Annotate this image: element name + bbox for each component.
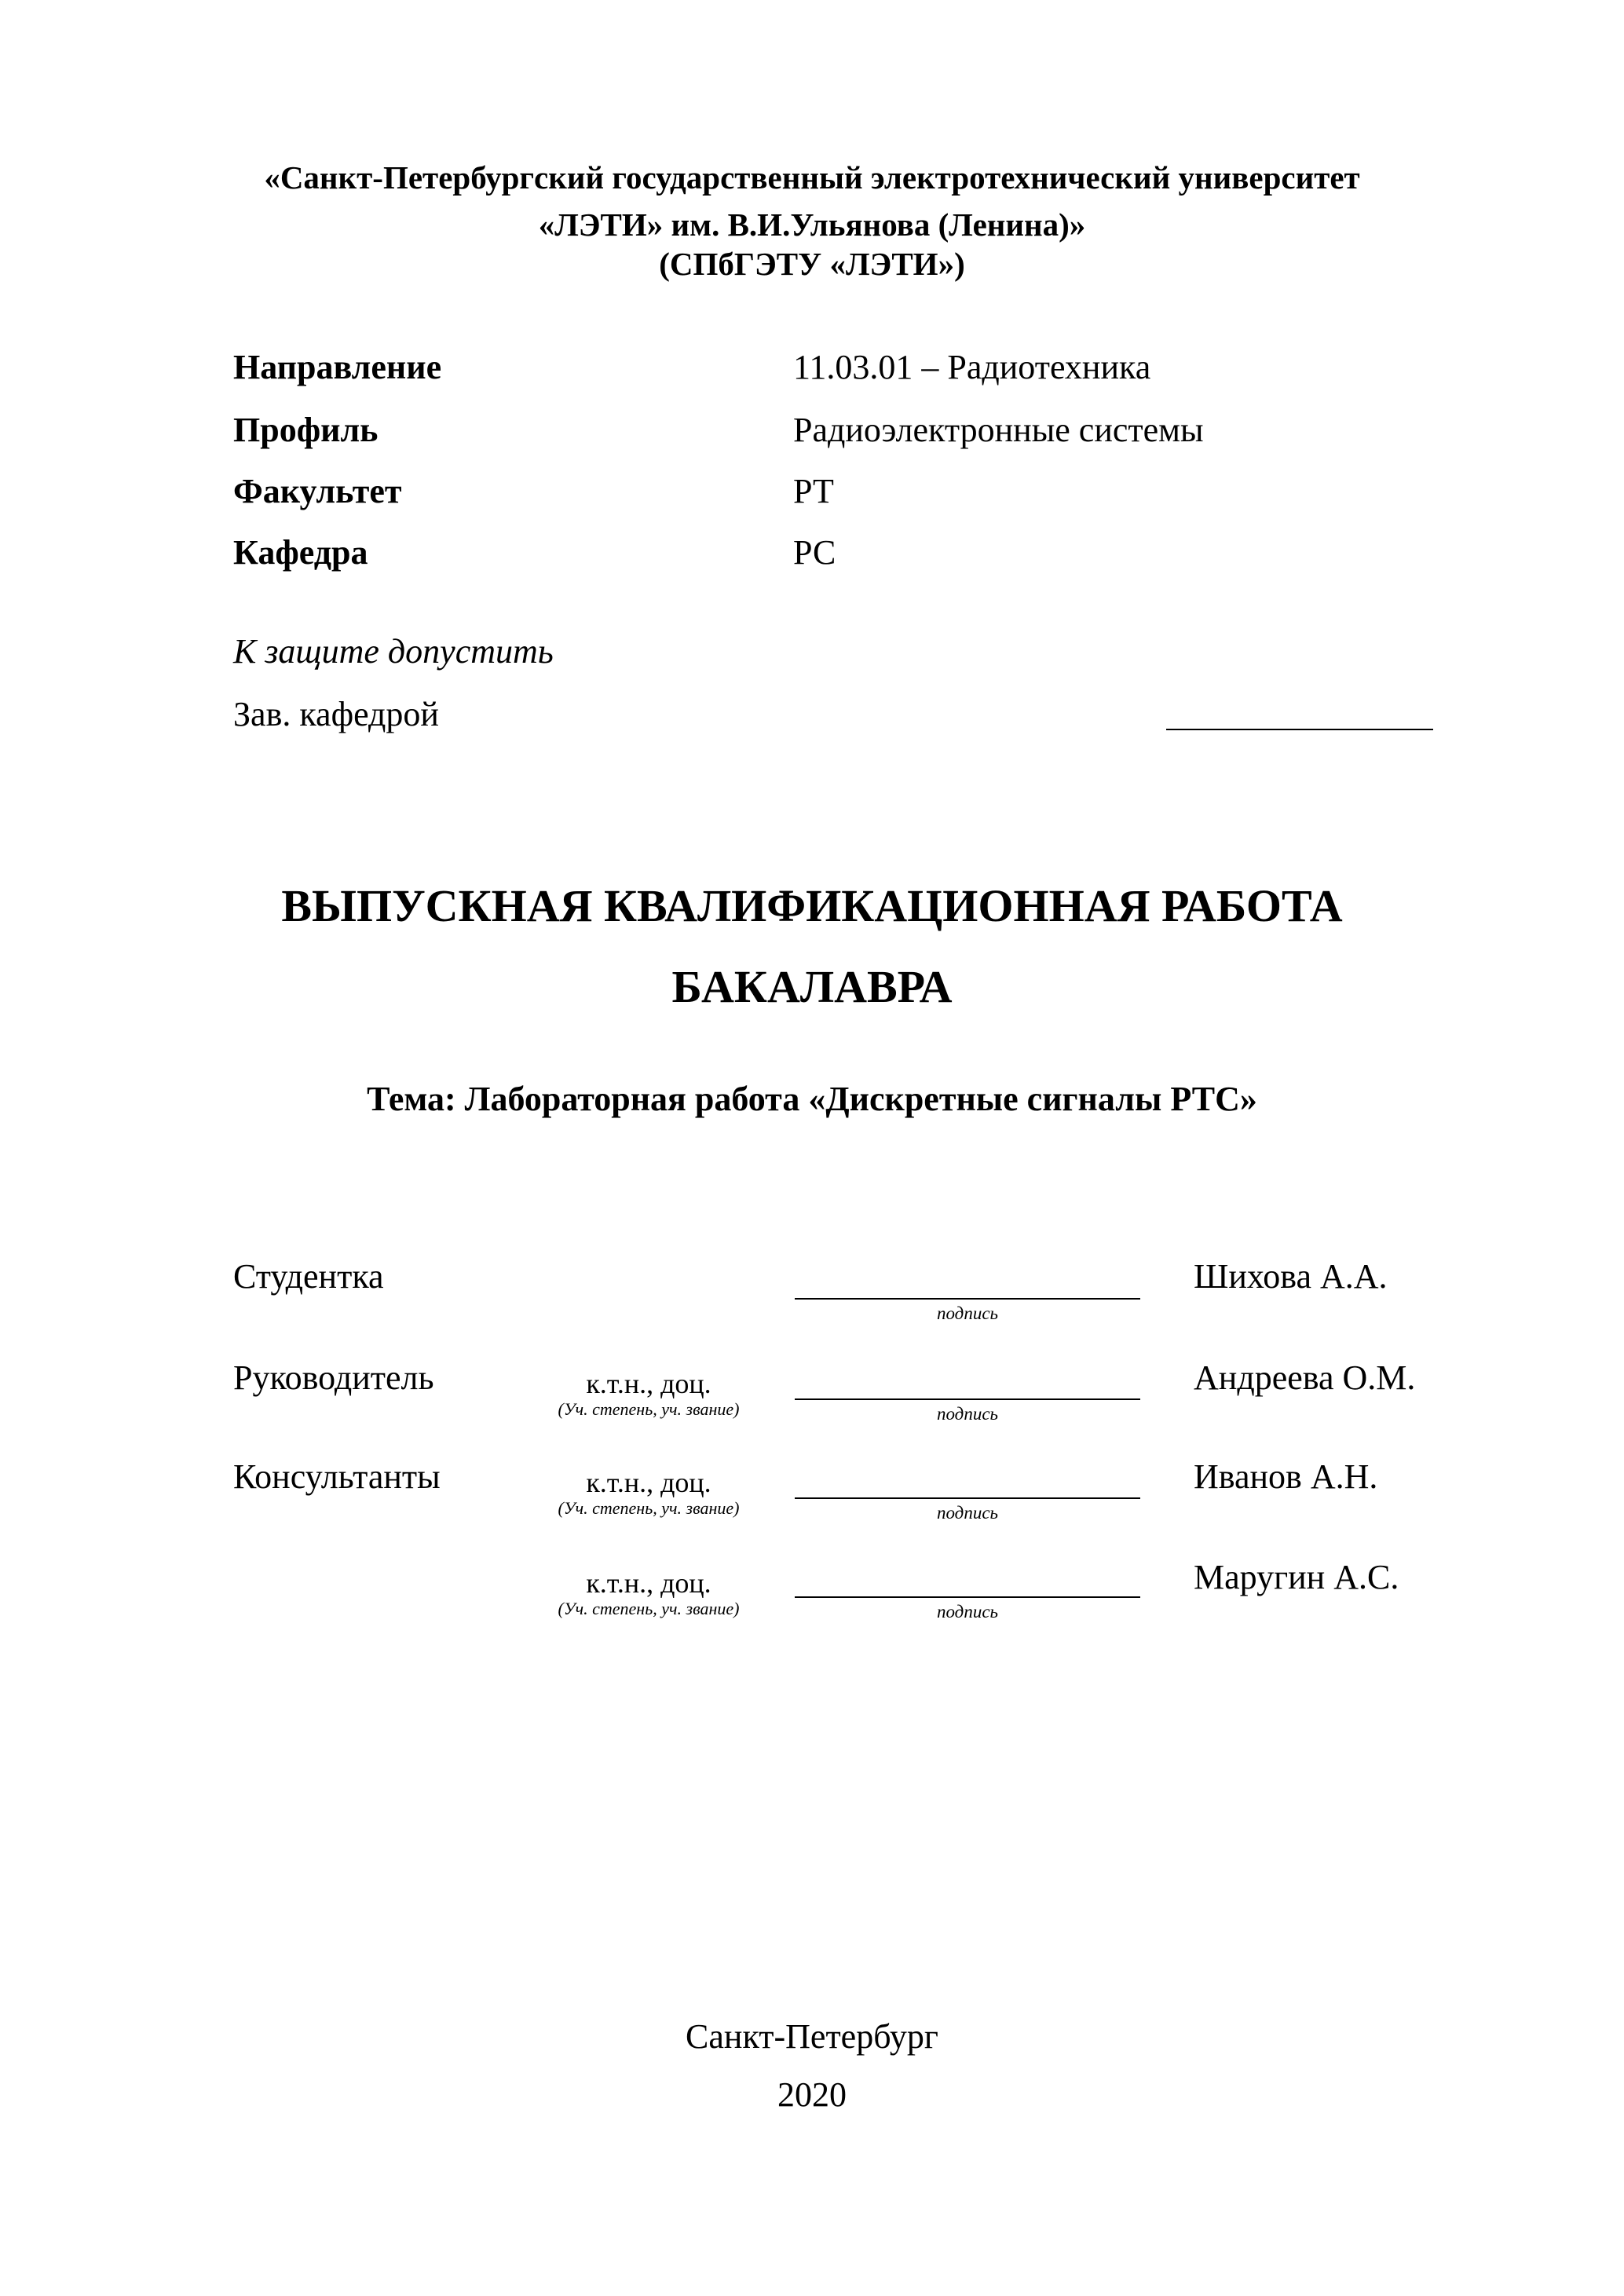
admission-heading: К защите допустить [233, 632, 554, 671]
signatory-name: Маругин А.С. [1194, 1558, 1399, 1596]
academic-degree-hint: (Уч. степень, уч. звание) [558, 1498, 740, 1518]
signature-hint: подпись [936, 1503, 998, 1523]
signatory-name: Иванов А.Н. [1194, 1457, 1378, 1496]
signature-hint: подпись [936, 1303, 998, 1323]
signatory-name: Андреева О.М. [1194, 1358, 1416, 1397]
signature-role: Консультанты [233, 1457, 441, 1496]
signature-hint: подпись [936, 1602, 998, 1621]
document-title-line-1: ВЫПУСКНАЯ КВАЛИФИКАЦИОННАЯ РАБОТА [281, 880, 1343, 931]
info-value-profile: Радиоэлектронные системы [793, 411, 1204, 449]
academic-degree: к.т.н., доц. [586, 1567, 711, 1599]
signature-hint: подпись [936, 1404, 998, 1424]
signature-role: Студентка [233, 1257, 384, 1296]
info-label-direction: Направление [233, 348, 442, 386]
year: 2020 [777, 2075, 847, 2114]
head-of-department-signature-line [1166, 729, 1433, 730]
info-value-department: РС [793, 533, 836, 572]
info-label-department: Кафедра [233, 533, 368, 572]
university-abbreviation: (СПбГЭТУ «ЛЭТИ») [659, 246, 965, 282]
info-value-faculty: РТ [793, 472, 834, 510]
academic-degree: к.т.н., доц. [586, 1368, 711, 1399]
info-value-direction: 11.03.01 – Радиотехника [793, 348, 1151, 386]
signature-line [795, 1497, 1140, 1499]
signature-line [795, 1398, 1140, 1400]
university-name-line-2: «ЛЭТИ» им. В.И.Ульянова (Ленина)» [538, 207, 1086, 243]
academic-degree-hint: (Уч. степень, уч. звание) [558, 1599, 740, 1618]
university-name-line-1: «Санкт-Петербургский государственный электротехнический университет [264, 159, 1360, 196]
academic-degree: к.т.н., доц. [586, 1467, 711, 1498]
head-of-department-label: Зав. кафедрой [233, 695, 439, 733]
signatory-name: Шихова А.А. [1194, 1257, 1388, 1296]
signature-line [795, 1596, 1140, 1598]
info-label-profile: Профиль [233, 411, 379, 449]
thesis-topic: Тема: Лабораторная работа «Дискретные сигналы РТС» [367, 1080, 1257, 1118]
academic-degree-hint: (Уч. степень, уч. звание) [558, 1399, 740, 1419]
signature-role: Руководитель [233, 1358, 434, 1397]
city: Санкт-Петербург [686, 2017, 938, 2056]
info-label-faculty: Факультет [233, 472, 402, 510]
signature-line [795, 1298, 1140, 1300]
document-title-line-2: БАКАЛАВРА [671, 961, 953, 1012]
